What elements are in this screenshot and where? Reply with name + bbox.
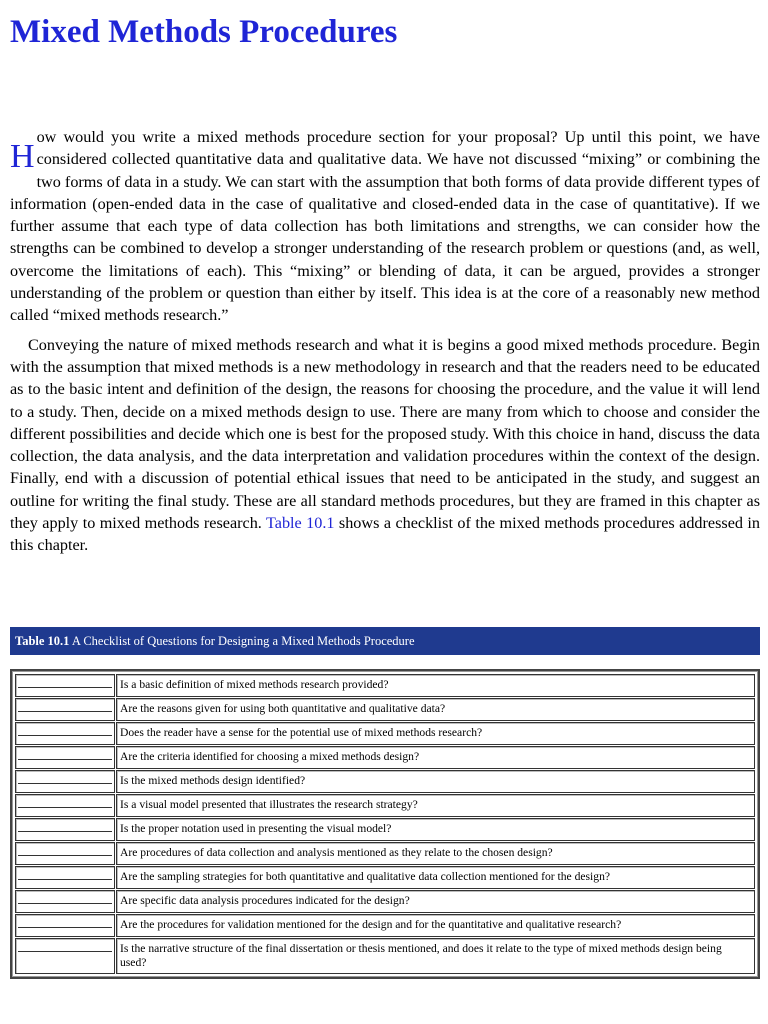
checkbox-blank-cell (15, 746, 115, 769)
page-title: Mixed Methods Procedures (10, 14, 398, 50)
checklist-question: Is the mixed methods design identified? (116, 770, 755, 793)
checkbox-blank-cell (15, 698, 115, 721)
checkbox-blank-cell (15, 770, 115, 793)
blank-line (18, 819, 112, 832)
blank-line (18, 843, 112, 856)
checkbox-blank-cell (15, 674, 115, 697)
checklist-question: Does the reader have a sense for the potential use of mixed methods research? (116, 722, 755, 745)
checkbox-blank-cell (15, 722, 115, 745)
table-caption-label: Table 10.1 (15, 634, 70, 648)
checklist-question: Are the criteria identified for choosing a mixed methods design? (116, 746, 755, 769)
checkbox-blank-cell (15, 794, 115, 817)
blank-line (18, 891, 112, 904)
table-row (15, 794, 755, 817)
checklist-question: Are the procedures for validation mentioned for the design and for the quantitative and qualitative research? (116, 914, 755, 937)
blank-line (18, 675, 112, 688)
body-text (10, 126, 760, 557)
checklist-question: Is the narrative structure of the final dissertation or thesis mentioned, and does it relate to the type of mixed methods design being used? (116, 938, 755, 974)
checklist-table-frame (10, 669, 760, 979)
table-row (15, 770, 755, 793)
blank-line (18, 771, 112, 784)
table-caption-text: A Checklist of Questions for Designing a Mixed Methods Procedure (69, 634, 415, 648)
intro-paragraph (10, 126, 760, 327)
checklist-table-body (15, 674, 755, 974)
procedure-paragraph-text: Conveying the nature of mixed methods research and what it is begins a good mixed methods procedure. Begin with the assumption that mixed methods is a new methodology in research and that the readers need to be educated as to the basic intent and definition of the design, the reasons for choosing the procedure, and the value it will lend to a study. Then, decide on a mixed methods design to use. There are many from which to choose and consider the different possibilities and decide which one is best for the proposed study. With this choice in hand, discuss the data collection, the data analysis, and the data interpretation and validation procedures within the context of the design. Finally, end with a discussion of potential ethical issues that need to be anticipated in the study, and suggest an outline for writing the final study. These are all standard methods procedures, but they are framed in this chapter as they apply to mixed methods research. (10, 335, 760, 533)
checkbox-blank-cell (15, 890, 115, 913)
blank-line (18, 867, 112, 880)
checklist-question: Is a basic definition of mixed methods research provided? (116, 674, 755, 697)
checkbox-blank-cell (15, 818, 115, 841)
table-row (15, 722, 755, 745)
table-row (15, 938, 755, 974)
checkbox-blank-cell (15, 914, 115, 937)
checkbox-blank-cell (15, 842, 115, 865)
blank-line (18, 939, 112, 952)
checkbox-blank-cell (15, 938, 115, 974)
table-row (15, 842, 755, 865)
table-row (15, 866, 755, 889)
checklist-question: Are the reasons given for using both quantitative and qualitative data? (116, 698, 755, 721)
drop-cap: H (10, 138, 35, 175)
checkbox-blank-cell (15, 866, 115, 889)
checklist-question: Are procedures of data collection and analysis mentioned as they relate to the chosen design? (116, 842, 755, 865)
blank-line (18, 795, 112, 808)
checklist-question: Is the proper notation used in presenting the visual model? (116, 818, 755, 841)
procedure-paragraph-tail: shows a checklist of the mixed methods procedures addressed in this chapter. (10, 514, 760, 555)
table-row (15, 674, 755, 697)
blank-line (18, 747, 112, 760)
table-row (15, 914, 755, 937)
procedure-paragraph (10, 334, 760, 557)
checklist-table (14, 673, 756, 975)
table-row (15, 746, 755, 769)
intro-paragraph-text: ow would you write a mixed methods procedure section for your proposal? Up until this point, we have considered collected quantitative data and qualitative data. We have not discussed “mixing” or combining the two forms of data in a study. We can start with the assumption that both forms of data provide different types of information (open-ended data in the case of qualitative and closed-ended data in the case of quantitative). If we further assume that each type of data collection has both limitations and strengths, we can consider how the strengths can be combined to develop a stronger understanding of the research problem or questions (and, as well, overcome the limitations of each). This “mixing” or blending of data, it can be argued, provides a stronger understanding of the problem or question than either by itself. This idea is at the core of a reasonably new method called “mixed methods research.” (10, 128, 760, 325)
checklist-question: Are specific data analysis procedures indicated for the design? (116, 890, 755, 913)
table-caption (10, 627, 760, 655)
checklist-question: Are the sampling strategies for both quantitative and qualitative data collection mentioned for the design? (116, 866, 755, 889)
blank-line (18, 699, 112, 712)
blank-line (18, 915, 112, 928)
table-row (15, 818, 755, 841)
checklist-question: Is a visual model presented that illustrates the research strategy? (116, 794, 755, 817)
table-row (15, 698, 755, 721)
table-10-1-link[interactable]: Table 10.1 (266, 514, 335, 533)
table-row (15, 890, 755, 913)
checklist-table-block (10, 627, 760, 979)
blank-line (18, 723, 112, 736)
